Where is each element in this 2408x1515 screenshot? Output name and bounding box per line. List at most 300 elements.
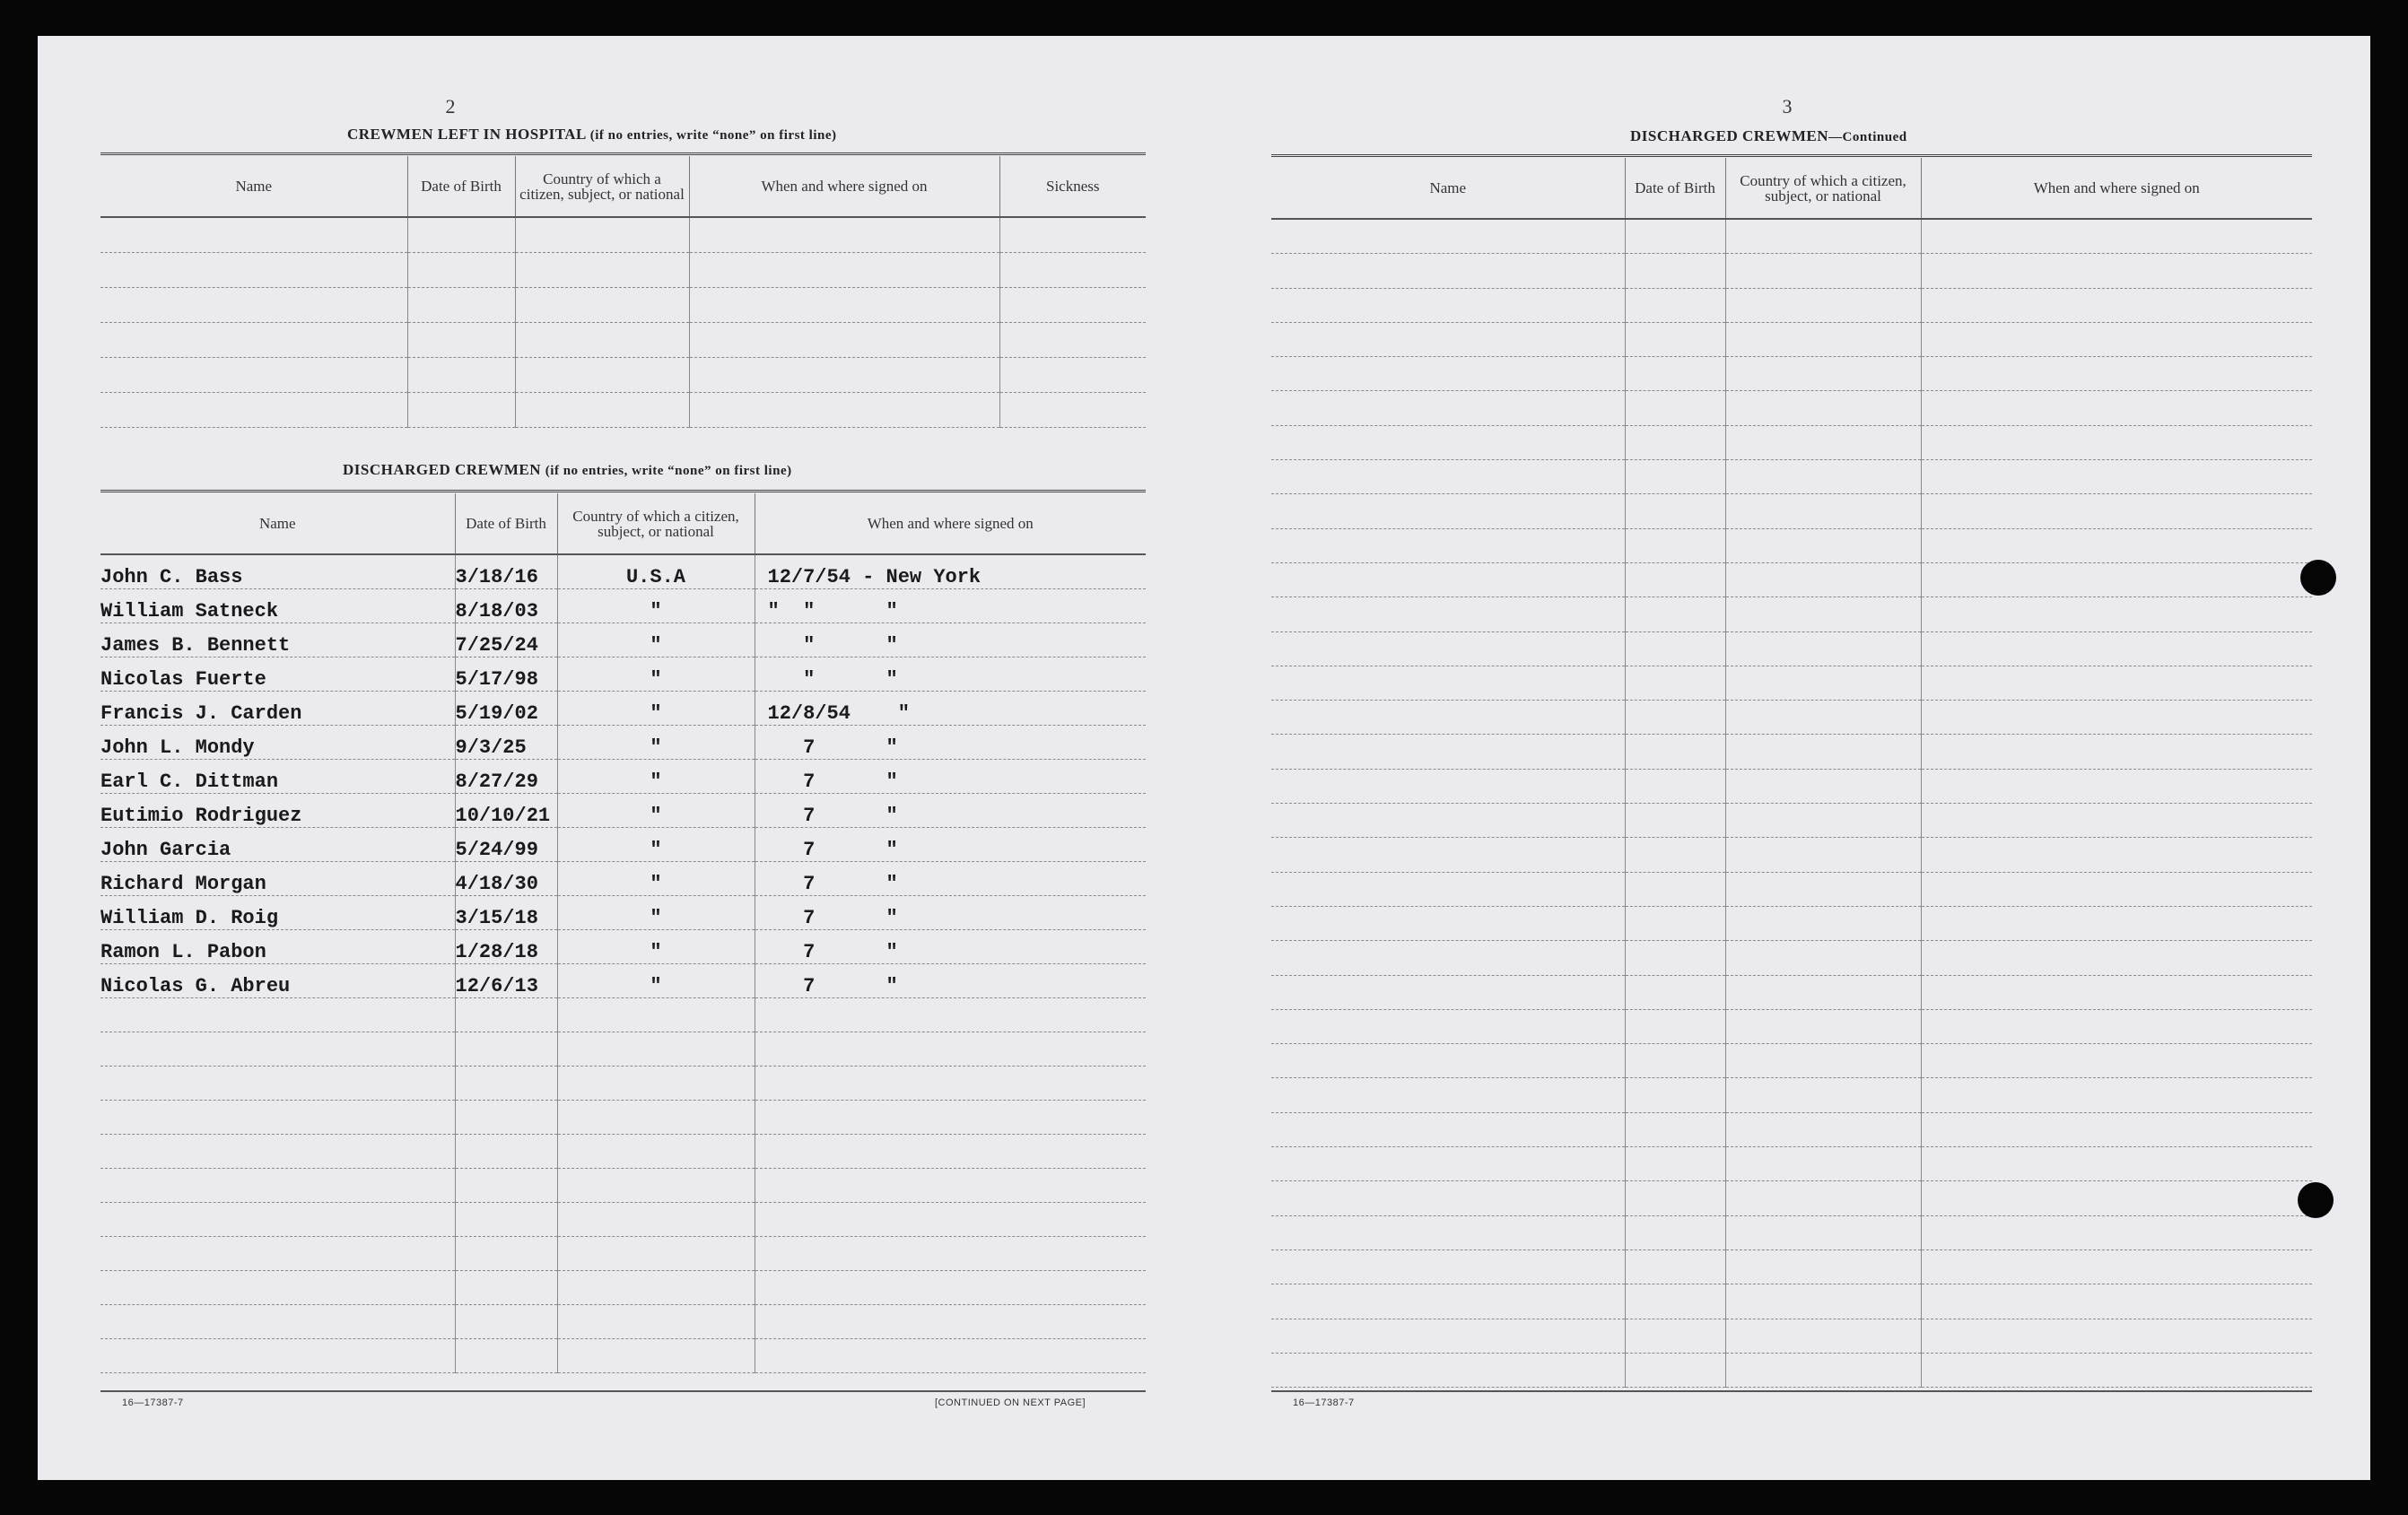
blank-cell [1271, 735, 1625, 769]
table-row [100, 896, 1146, 930]
crewman-signed-on: 7 " [755, 862, 1146, 896]
crewman-country: " [557, 692, 755, 726]
crewman-name: Francis J. Carden [100, 692, 455, 726]
crewman-name: Ramon L. Pabon [100, 930, 455, 964]
discharged-top-rule [100, 490, 1146, 492]
blank-row [1271, 391, 2312, 425]
crewman-country: U.S.A [557, 554, 755, 589]
blank-cell [1625, 288, 1725, 322]
blank-cell [1725, 1078, 1921, 1112]
blank-cell [455, 1237, 557, 1271]
blank-cell [1921, 254, 2312, 288]
blank-row [1271, 597, 2312, 631]
blank-cell [1271, 288, 1625, 322]
blank-cell [407, 217, 515, 253]
blank-cell [557, 1203, 755, 1237]
col-signed-header: When and where signed on [755, 493, 1146, 554]
crewman-signed-on: 12/7/54 - New York [755, 554, 1146, 589]
blank-cell [1271, 494, 1625, 528]
blank-row [100, 217, 1146, 253]
blank-cell [1725, 1181, 1921, 1215]
hospital-top-rule [100, 152, 1146, 155]
blank-row [1271, 322, 2312, 356]
blank-cell [1271, 666, 1625, 700]
blank-cell [1271, 975, 1625, 1009]
blank-cell [100, 393, 407, 428]
col-signed-header: When and where signed on [689, 156, 999, 217]
blank-cell [1625, 701, 1725, 735]
table-row [100, 657, 1146, 692]
blank-cell [1271, 804, 1625, 838]
blank-cell [1921, 906, 2312, 940]
blank-row [1271, 666, 2312, 700]
form-sheet [38, 36, 2370, 1480]
blank-cell [1271, 1353, 1625, 1387]
blank-cell [1725, 1249, 1921, 1284]
blank-cell [1921, 804, 2312, 838]
col-dob-header: Date of Birth [407, 156, 515, 217]
blank-cell [1271, 425, 1625, 459]
blank-row [1271, 735, 2312, 769]
blank-cell [1725, 735, 1921, 769]
crewman-name: William D. Roig [100, 896, 455, 930]
blank-cell [1625, 322, 1725, 356]
hospital-section-title: CREWMEN LEFT IN HOSPITAL [347, 126, 586, 143]
blank-cell [755, 1339, 1146, 1373]
blank-cell [1271, 1147, 1625, 1181]
blank-row [1271, 701, 2312, 735]
col-country-header: Country of which a citizen, subject, or national [557, 493, 755, 554]
blank-cell [557, 1271, 755, 1305]
crewman-country: " [557, 964, 755, 998]
blank-cell [755, 1067, 1146, 1101]
blank-cell [1921, 288, 2312, 322]
crewman-dob: 10/10/21 [455, 794, 557, 828]
blank-cell [755, 1203, 1146, 1237]
blank-cell [100, 288, 407, 323]
blank-cell [1921, 391, 2312, 425]
blank-cell [1625, 804, 1725, 838]
blank-cell [1921, 1078, 2312, 1112]
blank-cell [1625, 1284, 1725, 1319]
col-signed-header: When and where signed on [1921, 158, 2312, 219]
blank-cell [1725, 254, 1921, 288]
blank-cell [1625, 1147, 1725, 1181]
blank-cell [689, 217, 999, 253]
blank-cell [1921, 597, 2312, 631]
blank-cell [1725, 425, 1921, 459]
right-bottom-rule [1271, 1390, 2312, 1392]
blank-cell [689, 323, 999, 358]
crewman-country: " [557, 726, 755, 760]
blank-cell [755, 1032, 1146, 1067]
blank-row [1271, 1078, 2312, 1112]
blank-row [1271, 494, 2312, 528]
blank-cell [1921, 322, 2312, 356]
blank-cell [1725, 391, 1921, 425]
blank-cell [1921, 735, 2312, 769]
col-dob-header: Date of Birth [455, 493, 557, 554]
blank-cell [999, 217, 1146, 253]
hospital-table [100, 156, 1146, 428]
blank-cell [1625, 975, 1725, 1009]
blank-row [1271, 975, 2312, 1009]
blank-cell [557, 1169, 755, 1203]
blank-cell [1625, 631, 1725, 666]
crewman-signed-on: " " " [755, 589, 1146, 623]
blank-cell [1271, 1044, 1625, 1078]
blank-cell [557, 1101, 755, 1135]
blank-cell [515, 217, 689, 253]
crewman-name: John C. Bass [100, 554, 455, 589]
discharged-table [100, 493, 1146, 1373]
crewman-dob: 5/19/02 [455, 692, 557, 726]
blank-cell [1625, 769, 1725, 803]
table-row [100, 862, 1146, 896]
blank-cell [1271, 838, 1625, 872]
blank-cell [1271, 1181, 1625, 1215]
blank-cell [1725, 631, 1921, 666]
blank-cell [455, 1135, 557, 1169]
blank-row [1271, 460, 2312, 494]
blank-cell [1625, 494, 1725, 528]
blank-cell [1271, 769, 1625, 803]
blank-row [1271, 528, 2312, 562]
blank-cell [455, 1203, 557, 1237]
blank-row [1271, 1319, 2312, 1353]
blank-cell [755, 1135, 1146, 1169]
blank-cell [557, 1135, 755, 1169]
blank-row [1271, 1353, 2312, 1387]
blank-cell [1725, 941, 1921, 975]
blank-cell [689, 288, 999, 323]
blank-cell [1921, 219, 2312, 254]
blank-cell [515, 393, 689, 428]
table-row [100, 930, 1146, 964]
blank-cell [1625, 357, 1725, 391]
blank-cell [407, 393, 515, 428]
blank-cell [455, 1305, 557, 1339]
discharged-continued-table [1271, 158, 2312, 1388]
blank-cell [1271, 1215, 1625, 1249]
blank-cell [1625, 254, 1725, 288]
blank-row [1271, 1112, 2312, 1146]
crewman-signed-on: " " [755, 657, 1146, 692]
crewman-signed-on: " " [755, 623, 1146, 657]
blank-cell [455, 1101, 557, 1135]
table-row [100, 760, 1146, 794]
blank-cell [100, 1032, 455, 1067]
blank-cell [1921, 1319, 2312, 1353]
blank-row [100, 1203, 1146, 1237]
blank-row [1271, 838, 2312, 872]
blank-cell [1625, 460, 1725, 494]
blank-cell [1921, 1353, 2312, 1387]
crewman-country: " [557, 862, 755, 896]
blank-cell [1725, 872, 1921, 906]
blank-cell [1921, 1009, 2312, 1043]
blank-cell [1625, 941, 1725, 975]
blank-cell [100, 1169, 455, 1203]
blank-cell [100, 1305, 455, 1339]
blank-cell [1625, 1319, 1725, 1353]
col-name-header: Name [100, 493, 455, 554]
blank-cell [1271, 357, 1625, 391]
blank-cell [1625, 562, 1725, 596]
blank-cell [100, 1203, 455, 1237]
blank-cell [1725, 357, 1921, 391]
crewman-country: " [557, 930, 755, 964]
crewman-signed-on: 7 " [755, 794, 1146, 828]
blank-cell [1921, 357, 2312, 391]
blank-cell [1921, 872, 2312, 906]
table-row [100, 692, 1146, 726]
form-number: 16—17387-7 [1293, 1397, 1355, 1408]
crewman-country: " [557, 623, 755, 657]
table-row [100, 589, 1146, 623]
blank-cell [1725, 906, 1921, 940]
blank-cell [1271, 1249, 1625, 1284]
blank-row [1271, 254, 2312, 288]
blank-row [1271, 631, 2312, 666]
blank-row [100, 1101, 1146, 1135]
blank-cell [1725, 975, 1921, 1009]
blank-row [100, 358, 1146, 393]
blank-row [1271, 1147, 2312, 1181]
blank-row [100, 1067, 1146, 1101]
blank-cell [755, 998, 1146, 1032]
blank-cell [1725, 1353, 1921, 1387]
blank-cell [755, 1169, 1146, 1203]
punch-hole [2300, 560, 2336, 596]
table-row [100, 623, 1146, 657]
blank-cell [1625, 1009, 1725, 1043]
blank-cell [1725, 322, 1921, 356]
blank-cell [1271, 941, 1625, 975]
blank-cell [1271, 1009, 1625, 1043]
blank-cell [1271, 1319, 1625, 1353]
crewman-country: " [557, 657, 755, 692]
left-bottom-rule [100, 1390, 1146, 1392]
continued-suffix: —Continued [1828, 130, 1907, 144]
blank-cell [1625, 391, 1725, 425]
blank-cell [1921, 562, 2312, 596]
crewman-country: " [557, 760, 755, 794]
blank-cell [1271, 322, 1625, 356]
blank-row [1271, 288, 2312, 322]
blank-cell [1921, 769, 2312, 803]
blank-row [100, 1271, 1146, 1305]
blank-cell [1921, 425, 2312, 459]
blank-cell [1921, 1112, 2312, 1146]
blank-cell [1921, 666, 2312, 700]
crewman-dob: 5/24/99 [455, 828, 557, 862]
crewman-signed-on: 12/8/54 " [755, 692, 1146, 726]
blank-cell [1725, 219, 1921, 254]
blank-row [1271, 1249, 2312, 1284]
blank-row [100, 1305, 1146, 1339]
crewman-dob: 5/17/98 [455, 657, 557, 692]
blank-cell [515, 253, 689, 288]
blank-cell [1271, 1284, 1625, 1319]
blank-cell [1271, 460, 1625, 494]
crewman-name: Earl C. Dittman [100, 760, 455, 794]
blank-cell [515, 288, 689, 323]
crewman-dob: 9/3/25 [455, 726, 557, 760]
blank-cell [1271, 391, 1625, 425]
blank-cell [1271, 631, 1625, 666]
blank-cell [557, 998, 755, 1032]
blank-cell [1725, 804, 1921, 838]
blank-cell [100, 358, 407, 393]
continued-note: [CONTINUED ON NEXT PAGE] [935, 1397, 1086, 1408]
blank-row [1271, 769, 2312, 803]
blank-cell [1725, 838, 1921, 872]
blank-cell [999, 358, 1146, 393]
blank-cell [557, 1067, 755, 1101]
blank-cell [1271, 701, 1625, 735]
blank-cell [455, 1032, 557, 1067]
blank-cell [999, 253, 1146, 288]
blank-row [100, 393, 1146, 428]
blank-cell [689, 253, 999, 288]
crewman-signed-on: 7 " [755, 896, 1146, 930]
crewman-dob: 8/27/29 [455, 760, 557, 794]
crewman-dob: 4/18/30 [455, 862, 557, 896]
blank-cell [1725, 1147, 1921, 1181]
blank-cell [455, 1339, 557, 1373]
col-name-header: Name [1271, 158, 1625, 219]
blank-cell [1625, 1249, 1725, 1284]
blank-cell [1921, 1284, 2312, 1319]
right-top-rule [1271, 154, 2312, 157]
blank-cell [999, 323, 1146, 358]
blank-cell [1725, 1319, 1921, 1353]
blank-cell [1921, 460, 2312, 494]
blank-cell [1625, 219, 1725, 254]
blank-cell [1625, 1112, 1725, 1146]
col-country-header: Country of which a citizen, subject, or national [515, 156, 689, 217]
blank-cell [689, 358, 999, 393]
crewman-dob: 3/15/18 [455, 896, 557, 930]
blank-cell [1625, 906, 1725, 940]
blank-cell [999, 288, 1146, 323]
blank-cell [1271, 1078, 1625, 1112]
blank-cell [1725, 1112, 1921, 1146]
blank-cell [1625, 735, 1725, 769]
blank-row [100, 1032, 1146, 1067]
blank-row [100, 323, 1146, 358]
blank-cell [1921, 1215, 2312, 1249]
blank-cell [1271, 562, 1625, 596]
blank-cell [557, 1032, 755, 1067]
blank-cell [755, 1271, 1146, 1305]
crewman-dob: 1/28/18 [455, 930, 557, 964]
blank-cell [557, 1339, 755, 1373]
blank-row [1271, 425, 2312, 459]
crewman-signed-on: 7 " [755, 726, 1146, 760]
blank-cell [100, 1271, 455, 1305]
continued-section-title: DISCHARGED CREWMEN [1630, 127, 1829, 144]
blank-cell [1725, 494, 1921, 528]
discharged-section-heading [343, 461, 792, 479]
blank-cell [1725, 562, 1921, 596]
blank-cell [1625, 425, 1725, 459]
crewman-name: Nicolas G. Abreu [100, 964, 455, 998]
blank-row [1271, 1215, 2312, 1249]
blank-cell [1271, 872, 1625, 906]
blank-cell [407, 358, 515, 393]
crewman-name: Eutimio Rodriguez [100, 794, 455, 828]
blank-row [100, 1135, 1146, 1169]
crewman-signed-on: 7 " [755, 828, 1146, 862]
blank-cell [1921, 975, 2312, 1009]
table-row [100, 554, 1146, 589]
blank-cell [1625, 666, 1725, 700]
page-number: 2 [445, 95, 456, 118]
hospital-section-heading [347, 126, 837, 144]
crewman-name: Richard Morgan [100, 862, 455, 896]
blank-cell [1725, 1284, 1921, 1319]
col-dob-header: Date of Birth [1625, 158, 1725, 219]
blank-cell [1271, 906, 1625, 940]
crewman-signed-on: 7 " [755, 964, 1146, 998]
table-row [100, 964, 1146, 998]
blank-cell [999, 393, 1146, 428]
blank-row [1271, 1284, 2312, 1319]
continued-section-heading [1630, 127, 1907, 145]
blank-cell [515, 323, 689, 358]
crewman-country: " [557, 589, 755, 623]
blank-cell [407, 288, 515, 323]
blank-cell [1625, 872, 1725, 906]
discharged-section-title: DISCHARGED CREWMEN [343, 461, 542, 478]
blank-cell [1271, 528, 1625, 562]
blank-cell [1725, 528, 1921, 562]
blank-row [1271, 1009, 2312, 1043]
blank-cell [1921, 838, 2312, 872]
blank-cell [1625, 838, 1725, 872]
blank-cell [100, 253, 407, 288]
table-row [100, 794, 1146, 828]
blank-row [1271, 219, 2312, 254]
blank-cell [1625, 1181, 1725, 1215]
blank-cell [1921, 941, 2312, 975]
blank-cell [455, 1271, 557, 1305]
blank-cell [1921, 494, 2312, 528]
blank-cell [1625, 1078, 1725, 1112]
crewman-name: William Satneck [100, 589, 455, 623]
blank-cell [1625, 1353, 1725, 1387]
blank-cell [689, 393, 999, 428]
blank-cell [1725, 701, 1921, 735]
crewman-dob: 3/18/16 [455, 554, 557, 589]
col-sickness-header: Sickness [999, 156, 1146, 217]
blank-cell [100, 1101, 455, 1135]
col-name-header: Name [100, 156, 407, 217]
crewman-name: John L. Mondy [100, 726, 455, 760]
blank-cell [1725, 1044, 1921, 1078]
crewman-country: " [557, 896, 755, 930]
blank-cell [1921, 701, 2312, 735]
blank-row [1271, 804, 2312, 838]
blank-cell [455, 998, 557, 1032]
blank-cell [1625, 597, 1725, 631]
col-country-header: Country of which a citizen, subject, or national [1725, 158, 1921, 219]
discharged-section-note: (if no entries, write “none” on first line) [545, 464, 792, 478]
blank-cell [1921, 1249, 2312, 1284]
blank-cell [1271, 219, 1625, 254]
